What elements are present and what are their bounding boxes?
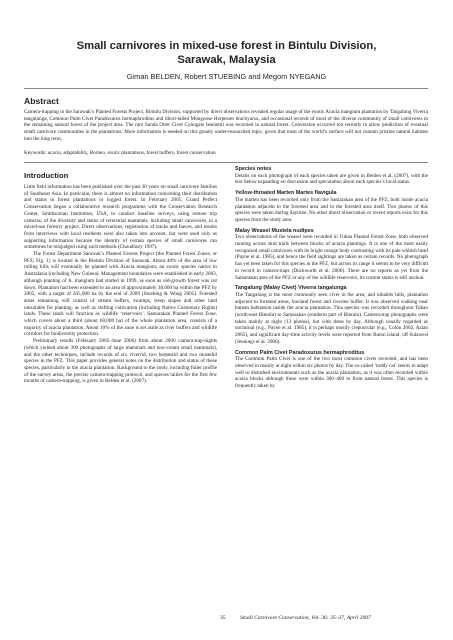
abstract-divider	[24, 162, 428, 163]
tangalung-heading: Tangalung (Malay Civet) Viverra tangalunga	[235, 285, 347, 292]
palm-civet-heading: Common Palm Civet Paradoxurus hermaphroditus	[235, 349, 365, 356]
weasel-heading: Malay Weasel Mustela nudipes	[235, 227, 314, 234]
right-column	[235, 166, 428, 390]
intro-paragraph-3: Preliminary results (February 2005–June 2006) from about 2000 camera-trap-nights (which yielded about 300 photographs of large mammals and non-volant small mammals), and the other techniques, include records of six viverrid, two herpestid and two mustelid species in the PFZ. This paper provides general notes on the distribution and status of these species, particularly in the acacia plantation. Background to the study, including fuller profile of the survey areas, the precise camera-trapping protocol, and species tallies for the first few months of camera-trapping, is given in Belden et al. (2007).	[24, 338, 217, 385]
header-divider	[24, 88, 428, 89]
page-number: 35	[220, 615, 226, 621]
authors: Giman BELDEN, Robert STUEBING and Megom NYEGANG	[126, 72, 327, 81]
species-notes-intro: Details on each photograph of each species taken are given in Belden et al. (2007), with the text below expanding on discussion and speculation about each species’s local status.	[235, 172, 428, 186]
introduction-heading: Introduction	[24, 171, 69, 180]
marten-text: The marten has been recorded only from the Samarakan area of the PFZ, both inside acacia plantation adjacent to the forested area and in the forested area itself. Two photos of this species were taken during daytime. No other direct observation or recent reports exist for this species from the study area.	[235, 196, 428, 223]
weasel-text: Two observations of the weasel were recorded in Tubau Planted Forest Zone, both observed running across skid trails between blocks of acacia plantings. It is one of the most easily recognised small carnivores with its bright orange body contrasting with its pale whitish head (Payne et al. 1985), and hence the field sightings are taken as certain records. No photograph has yet been taken for this species in the PFZ, but across its range it seems to be very difficult to record in camera-traps (Duckworth et al. 2006). There are no reports as yet from the Samarakan area of the PFZ or any of the wildlife reservoirs, its current status is still unclear.	[235, 234, 428, 281]
intro-paragraph-1: Little field information has been published over the past 30 years on small carnivore families of Southeast Asia. In particular, there is almost no information concerning their distribution and status in forest plantations or logged forest. In February 2005, Grand Perfect Conservation began a collaborative research programme with the Conservation Research Center, Smithsonian Institution, USA, to conduct baseline surveys, using remote trip cameras, of the diversity and status of terrestrial mammals, including small carnivores, in a mixed-use forestry project. Direct observations, registration of tracks and faeces, and results from interviews with local residents were also taken into account, but were used only as supporting information because the identity of certain species of small carnivores can sometimes be misjudged using such methods (Choudhury 1997).	[24, 184, 217, 251]
abstract-text: Camera-trapping in the Sarawak’s Planted Forests Project, Bintulu Division, supported by direct observations revealed regular usage of the exotic Acacia mangium plantation by Tangalung Viverra tangalunga, Common Palm Civet Paradoxurus hermaphroditus and Short-tailed Mongoose Herpestes brachyurus, and occasional records of most of the diverse community of small carnivores in the remaining natural forest of the project area. The rare Sunda Otter Civet Cynogale bennettii was recorded in natural forest. Conversion occurred too recently to allow prediction of eventual small carnivore communities in the plantations. More information is needed on this greatly under-researched topic, given that most of the world’s surface will not contain pristine natural habitats into the long term.	[24, 109, 428, 142]
keywords: Keywords: acacia, adaptability, Borneo, exotic plantations, forest buffers, forest conservation	[24, 150, 216, 156]
left-column	[24, 166, 217, 385]
title-line-2: Sarawak, Malaysia	[177, 54, 276, 66]
title-line-1: Small carnivores in mixed-use forest in Bintulu Division,	[76, 40, 377, 52]
tangalung-text: The Tangalung is the most commonly seen civet in the area, and inhabits hills, plantation adjacent to forested areas, lowland forest and riverine buffer. It was observed walking near human habitation inside the acacia plantation. This species was recorded throughout Tubau (north-east Bintulu) to Samarakan (southern part of Bintulu). Camera-trap photographs were taken mainly at night (13 photos), but with three by day. Although usually regarded as nocturnal (e.g., Payne et al. 1985), it is perhaps mostly crepuscular (e.g., Colón 2002, Azlan 2005), and significant day-time activity levels were reported from Buton island, off Sulawesi (Jennings et al. 2006).	[235, 291, 428, 345]
abstract-heading: Abstract	[24, 96, 59, 106]
journal-footer: Small Carnivore Conservation, Vol. 36: 35–37, April 2007	[240, 615, 371, 621]
article-title	[40, 39, 413, 67]
intro-paragraph-2: The Forest Department Sarawak’s Planted Forests Project (the Planted Forest Zones, or PFZ; Fig. 1) is located in the Bintulu Division of Sarawak. About 40% of the area of low rolling hills will eventually be planted with Acacia mangium, an exotic species native to Australasia (including New Guinea). Management boundaries were established in early 2003, although planting of A. mangium had started in 1999, as soon as old-growth forest was cut down. Plantation had been extended to an area of approximately 38,000 ha within the PFZ by 2005, with a target of 205,000 ha by the end of 2009 (Stuebing & Wong 2005). Forested areas remaining will consist of stream buffers, swamps, steep slopes and other land unsuitable for planting, as well as shifting cultivation (including Native Customary Rights) lands. These lands will function as wildlife ‘reservoirs’. Samarakan Planted Forest Zone, which covers about a third (about 60,000 ha) of the whole plantation area, consists of a majority of acacia plantation. About 10% of the zone is set aside as river buffers and wildlife corridors for biodiversity protection.	[24, 251, 217, 338]
marten-heading: Yellow-throated Marten Martes flavigula	[235, 190, 337, 197]
species-notes-heading: Species notes	[235, 166, 272, 172]
palm-civet-text: The Common Palm Civet is one of the two most common civets recorded, and has been observed in mainly at night within six photos by day. The so-called ‘toddy cat’ seems to adapt well to disturbed environments such as the acacia plantation, as it was often recorded within acacia blocks although these were within 300–400 m from natural forest. This species is frequently taken by	[235, 356, 428, 390]
